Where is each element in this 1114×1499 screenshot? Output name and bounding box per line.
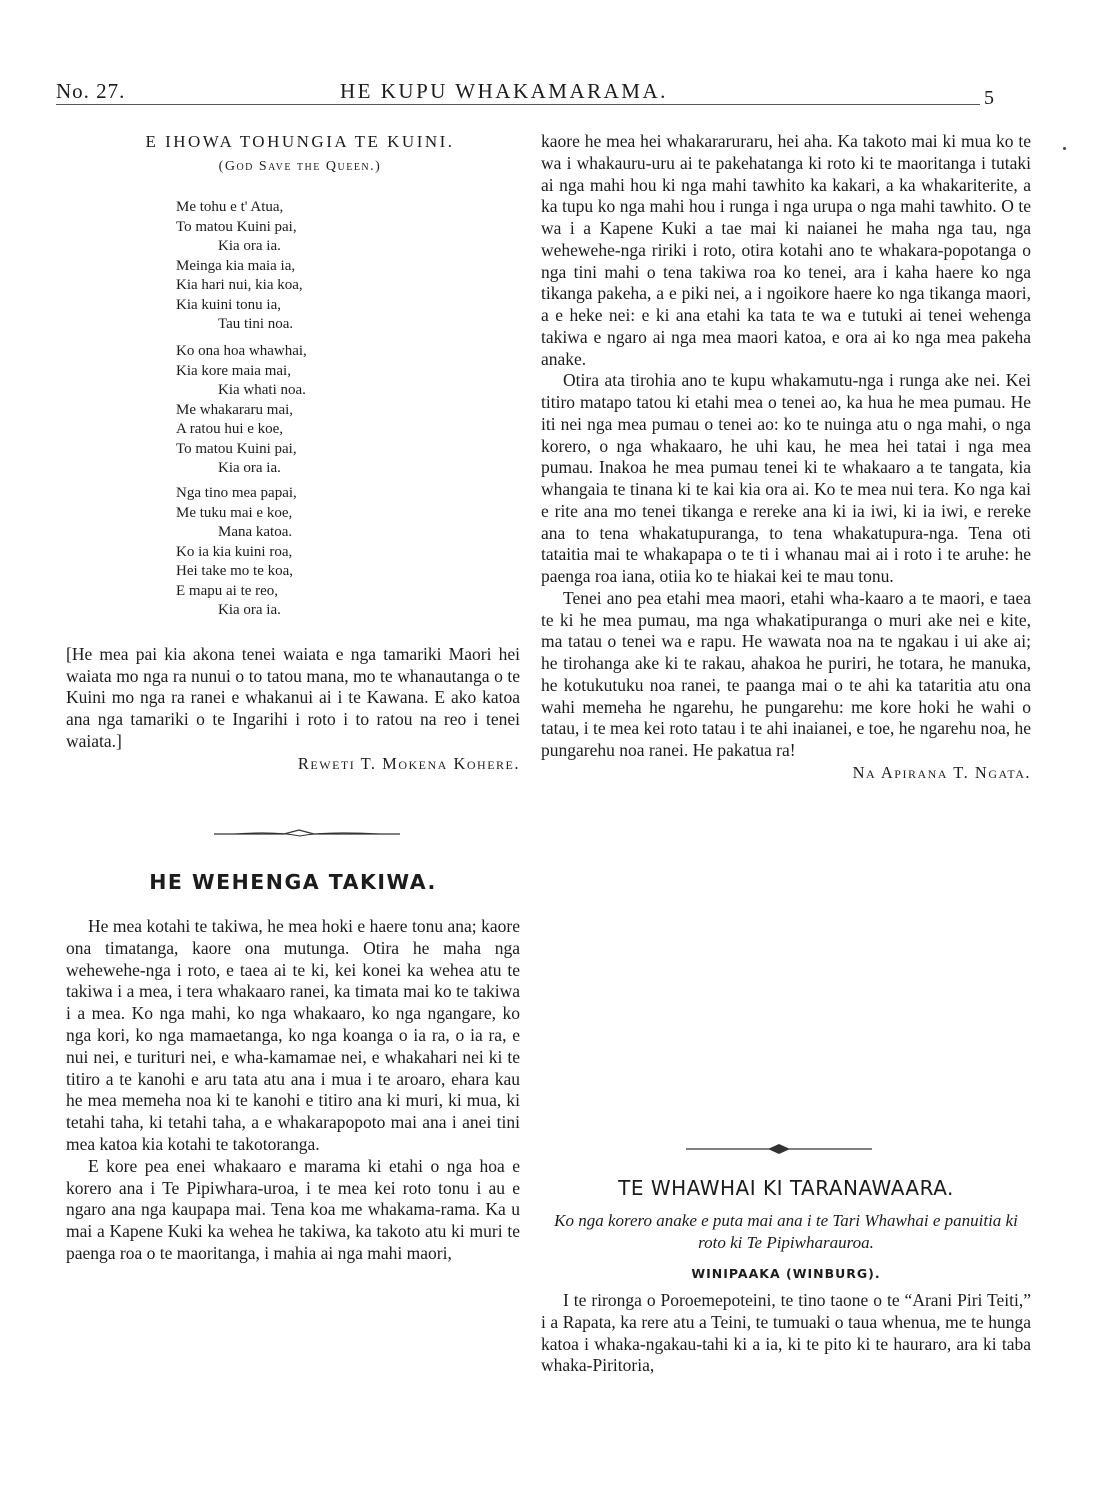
anthem-signature: Reweti T. Mokena Kohere. — [297, 753, 520, 773]
article-title-taranawaara: TE WHAWHAI KI TARANAWAARA. — [618, 1176, 954, 1200]
verse-line: Me whakararu mai, — [176, 401, 294, 418]
verse-line: Meinga kia maia ia, — [176, 257, 296, 274]
anthem-stanza-1 — [176, 198, 303, 335]
article-paragraph: I te rironga o Poroemepoteini, te tino taone o te “Arani Piri Teiti,” i a Rapata, ka rere atu a Teini, te tumuaki o taua whenua, me te hunga katoa i whaka-ngakau-tahi ki a ia, ki te pito ki te hauraro, ara ki taba whaka-Piritoria, — [541, 1290, 1031, 1376]
article-lead: Ko nga korero anake e puta mai ana i te Tari Whawhai e panuitia ki roto ki Te Pipiwharauroa. — [554, 1211, 1018, 1252]
verse-line: Kia kuini tonu ia, — [176, 296, 281, 313]
verse-line: E mapu ai te reo, — [176, 582, 279, 599]
verse-line: Me tuku mai e koe, — [176, 504, 293, 521]
verse-line: Nga tino mea papai, — [176, 485, 297, 501]
verse-line: Kia hari nui, kia koa, — [176, 277, 303, 293]
anthem-subtitle: (God Save the Queen.) — [218, 159, 382, 174]
ornamental-divider — [214, 828, 400, 840]
verse-line: Me tohu e t' Atua, — [176, 199, 284, 215]
article-signature: Na Apirana T. Ngata. — [852, 762, 1031, 782]
issue-number: No. 27. — [56, 79, 126, 103]
article-paragraph: He mea kotahi te takiwa, he mea hoki e haere tonu ana; kaore ona timatanga, kaore ona mutunga. Otira he maha nga wehewehe-nga i roto, e taea ai te ki, kei konei ka wehea atu te takiwa i a mea, i tera whakaaro ranei, ka timata mai ko te takiwa i a mea. Ko nga mahi, ko nga whakaaro, ko nga ngangare, ko nga kori, ko nga mamaetanga, ko nga koanga o ia ra, o ia ra, e nui nei, e turituri nei, e wha-kamamae nei, e whakahari nei ki te titiro a te kanohi e aru tata atu ana i mua i te aroaro, ehara kau he mea memeha noa ki te kanohi e titiro ana ki muri, ki mua, ki tetahi taha, ki tetahi taha, a e whakarapopoto mai ana i anei tini mea katoa kia kotahi te takotoranga. — [66, 916, 520, 1154]
anthem-title: E IHOWA TOHUNGIA TE KUINI. — [145, 132, 455, 151]
verse-line: Mana katoa. — [218, 524, 293, 540]
anthem-stanza-2 — [176, 342, 307, 479]
page-number: 5 — [984, 87, 994, 109]
verse-line: Kia ora ia. — [218, 460, 281, 476]
article-title-wehenga: HE WEHENGA TAKIWA. — [149, 870, 437, 894]
verse-line: To matou Kuini pai, — [176, 440, 297, 457]
verse-line: Ko ia kia kuini roa, — [176, 543, 293, 560]
article-paragraph: E kore pea enei whakaaro e marama ki etahi o nga hoa e korero ana i Te Pipiwhara-uroa, i te mea kei roto tonu i au e ngaro ana nga kaupapa mai. Tena koa me whakama-rama. Ka u mai a Kapene Kuki ka wehea he takiwa, ka takoto atu ki muri te paenga roa o te maoritanga, i mahia ai nga mahi maori, — [66, 1155, 520, 1263]
article-paragraph: kaore he mea hei whakararuraru, hei aha. Ka takoto mai ki mua ko te wa i whakauru-uru ai te pakehatanga ki roto ki te maoritanga i tutaki ai nga mahi hou ki nga mahi tawhito ka kakari, a ka whakariterite, a ka tupu ko nga mahi hou i runga i nga urupa o nga mahi tawhito. O te wa i a Kapene Kuki a tae mai ki naianei he maha nga tau, nga wehewehe-nga ririki i roto, otira kotahi ano te whakara-popotanga o nga tini mahi o tena takiwa roa ko tenei, ara i kaha haere ko nga tikanga pakeha, a e piki nei, a i ngoikore haere ko nga tikanga maori, a e heke nei: e ki ana etahi ka tata te wa e tutuki ai tenei wehenga takiwa e ngaro ai nga mea maori katoa, e ora ai ko nga mea pakeha anake. — [541, 131, 1031, 369]
verse-line: Kia ora ia. — [218, 602, 281, 618]
article-taranawaara-body — [541, 1290, 1031, 1377]
article-wehenga-left — [66, 916, 520, 1265]
verse-line: Ko ona hoa whawhai, — [176, 343, 307, 359]
verse-line: Hei take mo te koa, — [176, 563, 294, 579]
stray-mark — [1063, 147, 1066, 150]
verse-line: A ratou hui e koe, — [176, 421, 284, 437]
anthem-stanza-3 — [176, 484, 297, 621]
header-rule — [56, 104, 980, 105]
anthem-note — [66, 644, 520, 774]
publication-title: HE KUPU WHAKAMARAMA. — [340, 79, 668, 103]
ornamental-divider — [686, 1143, 872, 1155]
article-paragraph: Otira ata tirohia ano te kupu whakamutu-nga i runga ake nei. Kei titiro matapo tatou ki etahi mea o tenei ao, ka hua he mea pumau. He iti nei nga mea pumau o tenei ao: ko te nuinga atu o nga mahi, o nga korero, o nga whakaaro, he uhi kau, he mea hei tatai i nga mea pumau. Inakoa he mea pumau tenei ki te whakaaro a te tangata, kia whangaia te tinana ki te kai kia ora ai. Ko te mea nui tera. Ko nga kai e rite ana mo tenei tikanga e rereke ana ki ia iwi, ki ia iwi, e rereke ana to tena whakatupuranga, to tena whakatupura-nga. Tena oti tataitia mai te whakapapa o te ti i whanau mai ai i roto i te aruhe: he paenga roa iana, otiia ko te hiakai kei te mau tonu. — [541, 370, 1031, 586]
verse-line: Tau tini noa. — [218, 316, 294, 332]
verse-line: To matou Kuini pai, — [176, 218, 297, 235]
verse-line: Kia ora ia. — [218, 238, 281, 254]
article-paragraph: Tenei ano pea etahi mea maori, etahi wha-kaaro a te maori, e taea te ki he mea pumau, ma nga whakatipuranga o muri ake nei e kite, ma tatau o tenei wa e rapu. He wawata noa na te ngakau i ui ake ai; he tirohanga ake ki te rakau, ahakoa he puriri, he totara, he manuka, he kotukutuku noa ranei, te paanga mai o te ahi ka tataritia atu ona wahi memeha he ngarehu, he pungarehu: me kore hoki he wahi o tatau, i te mea kei roto tatau i te ahi inaianei, e toe, he ngarehu noa, he pungarehu noa ranei. He pakatua ra! — [541, 587, 1031, 760]
verse-line: Kia kore maia mai, — [176, 362, 291, 379]
verse-line: Kia whati noa. — [218, 382, 306, 398]
anthem-note-text: [He mea pai kia akona tenei waiata e nga tamariki Maori hei waiata mo nga ra nunui o to tatou mana, mo te whanautanga o te Kuini mo nga ra ranei e whakanui ai i te Kawana. E ako katoa ana nga tamariki o te Ingarihi i roto i to ratou na reo i tenei waiata.] — [66, 644, 520, 751]
article-wehenga-right — [541, 131, 1031, 784]
article-subhead: WINIPAAKA (WINBURG). — [691, 1266, 881, 1281]
